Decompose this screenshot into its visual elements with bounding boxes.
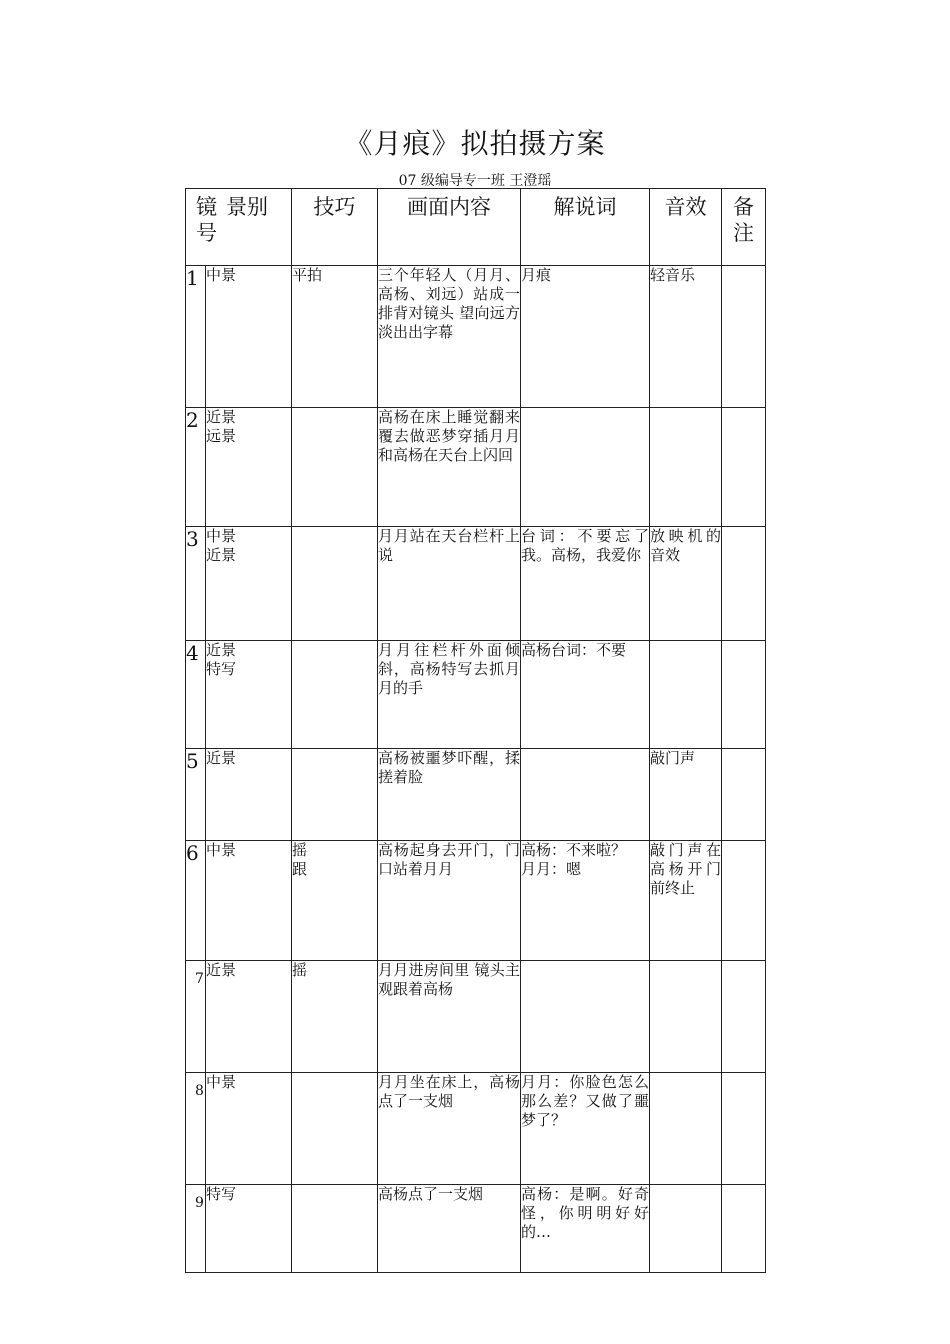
- shot-number: 5: [186, 749, 206, 841]
- shot-content: 高杨起身去开门，门口站着月月: [378, 841, 521, 961]
- shot-narration: 高杨台词：不要: [521, 641, 650, 749]
- shot-table: [185, 188, 766, 1273]
- page-title: 《月痕》拟拍摄方案: [344, 127, 606, 160]
- shot-number: 8: [186, 1073, 206, 1185]
- shot-narration: 月痕: [521, 266, 650, 408]
- header-narration: 解说词: [521, 189, 650, 266]
- shot-sfx: [650, 961, 722, 1073]
- shot-content: 高杨被噩梦吓醒，揉搓着脸: [378, 749, 521, 841]
- shot-sfx: [650, 641, 722, 749]
- table-row: [186, 641, 766, 749]
- shot-number: 1: [186, 266, 206, 408]
- table-row: [186, 1185, 766, 1273]
- shot-technique: 摇: [292, 961, 378, 1073]
- shot-note: [722, 527, 766, 641]
- shot-sfx: 敲门声在高杨开门前终止: [650, 841, 722, 961]
- shot-content: 月月进房间里 镜头主观跟着高杨: [378, 961, 521, 1073]
- table-row: [186, 1073, 766, 1185]
- shot-sfx: [650, 408, 722, 527]
- shot-content: 三个年轻人（月月、高杨、刘远）站成一排背对镜头 望向远方 淡出出字幕: [378, 266, 521, 408]
- shot-note: [722, 841, 766, 961]
- header-content: 画面内容: [378, 189, 521, 266]
- shot-number: 4: [186, 641, 206, 749]
- shot-number: 3: [186, 527, 206, 641]
- shot-technique: [292, 1073, 378, 1185]
- shot-content: 月月站在天台栏杆上说: [378, 527, 521, 641]
- shot-content: 高杨点了一支烟: [378, 1185, 521, 1273]
- table-row: [186, 841, 766, 961]
- shot-technique: [292, 1185, 378, 1273]
- shot-technique: [292, 641, 378, 749]
- shot-narration: 高杨：不来啦？ 月月：嗯: [521, 841, 650, 961]
- shot-narration: [521, 961, 650, 1073]
- shot-note: [722, 408, 766, 527]
- shot-narration: 月月：你脸色怎么那么差？又做了噩梦了？: [521, 1073, 650, 1185]
- shot-type: 近景: [206, 749, 292, 841]
- shot-narration: [521, 408, 650, 527]
- header-shot-type: 景别: [226, 195, 268, 219]
- table-row: [186, 527, 766, 641]
- shot-type: 近景 远景: [206, 408, 292, 527]
- table-row: [186, 961, 766, 1073]
- shot-number: 9: [186, 1185, 206, 1273]
- shot-sfx: 放映机的音效: [650, 527, 722, 641]
- shot-technique: [292, 527, 378, 641]
- shot-type: 特写: [206, 1185, 292, 1273]
- shot-sfx: 敲门声: [650, 749, 722, 841]
- table-row: [186, 408, 766, 527]
- shot-technique: [292, 408, 378, 527]
- shot-note: [722, 641, 766, 749]
- shot-sfx: 轻音乐: [650, 266, 722, 408]
- shot-technique: 平拍: [292, 266, 378, 408]
- shot-number: 6: [186, 841, 206, 961]
- table-header-row: [186, 189, 766, 266]
- table-row: [186, 266, 766, 408]
- shot-technique: 摇 跟: [292, 841, 378, 961]
- header-shot-no: 镜 号: [196, 195, 217, 245]
- page-subtitle: 07 级编导专一班 王澄瑶: [398, 173, 552, 189]
- table-row: [186, 749, 766, 841]
- header-note: 备 注: [722, 189, 766, 266]
- shot-type: 中景: [206, 1073, 292, 1185]
- shot-note: [722, 749, 766, 841]
- shot-note: [722, 961, 766, 1073]
- shot-content: 月月往栏杆外面倾斜，高杨特写去抓月月的手: [378, 641, 521, 749]
- shot-number: 2: [186, 408, 206, 527]
- shot-type: 中景: [206, 266, 292, 408]
- header-technique: 技巧: [292, 189, 378, 266]
- shot-content: 月月坐在床上，高杨点了一支烟: [378, 1073, 521, 1185]
- shot-sfx: [650, 1185, 722, 1273]
- shot-technique: [292, 749, 378, 841]
- shot-number: 7: [186, 961, 206, 1073]
- shot-type: 中景: [206, 841, 292, 961]
- shot-note: [722, 1073, 766, 1185]
- shot-type: 近景 特写: [206, 641, 292, 749]
- shot-sfx: [650, 1073, 722, 1185]
- shot-type: 近景: [206, 961, 292, 1073]
- header-sfx: 音效: [650, 189, 722, 266]
- shot-narration: 高杨：是啊。好奇怪，你明明好好的…: [521, 1185, 650, 1273]
- shot-note: [722, 1185, 766, 1273]
- header-shot-no-and-type: [186, 189, 292, 266]
- shot-narration: [521, 749, 650, 841]
- shot-narration: 台词：不要忘了我。高杨，我爱你: [521, 527, 650, 641]
- shot-note: [722, 266, 766, 408]
- shot-content: 高杨在床上睡觉翻来覆去做恶梦穿插月月和高杨在天台上闪回: [378, 408, 521, 527]
- shot-type: 中景 近景: [206, 527, 292, 641]
